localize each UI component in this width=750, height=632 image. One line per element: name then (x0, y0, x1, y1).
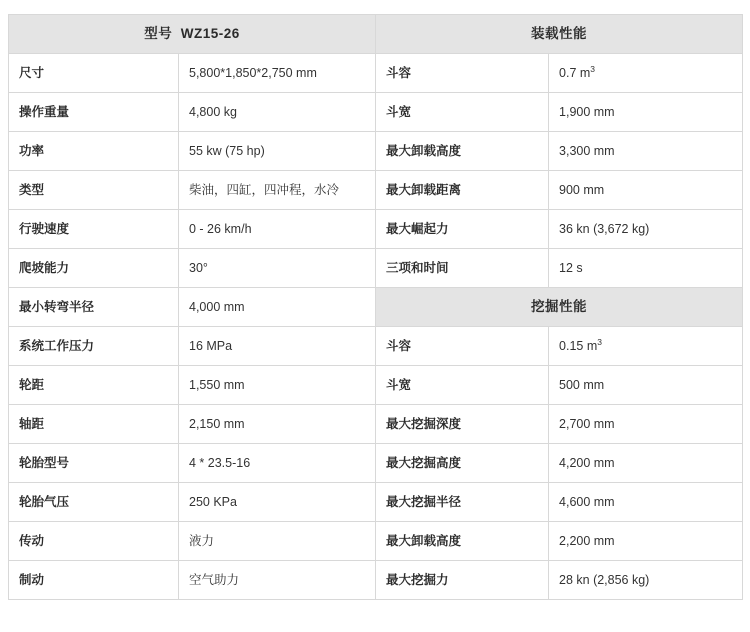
row-value-text: 2,700 mm (559, 417, 615, 432)
row-value: 液力 (179, 522, 376, 561)
table-row (9, 561, 743, 600)
table-row (9, 171, 743, 210)
row-value: 30° (179, 249, 376, 288)
row-value (549, 366, 743, 405)
table-row (9, 522, 743, 561)
row-label: 斗容 (376, 54, 549, 93)
row-label: 尺寸 (9, 54, 179, 93)
row-value: 2,150 mm (179, 405, 376, 444)
row-label: 斗宽 (376, 366, 549, 405)
row-value-superscript: 3 (590, 64, 596, 75)
row-value (549, 522, 743, 561)
row-value: 55 kw (75 hp) (179, 132, 376, 171)
row-label: 类型 (9, 171, 179, 210)
row-value-text: 4,600 mm (559, 495, 615, 510)
row-value (549, 132, 743, 171)
table-row (9, 288, 743, 327)
digging-performance-header-cell: 挖掘性能 (376, 288, 743, 327)
row-value: 0 - 26 km/h (179, 210, 376, 249)
table-row (9, 483, 743, 522)
row-value: 4,800 kg (179, 93, 376, 132)
row-label: 最大崛起力 (376, 210, 549, 249)
row-label: 制动 (9, 561, 179, 600)
row-label: 操作重量 (9, 93, 179, 132)
row-value: 空气助力 (179, 561, 376, 600)
row-label: 最大挖掘半径 (376, 483, 549, 522)
row-value: 4 * 23.5-16 (179, 444, 376, 483)
table-row (9, 210, 743, 249)
row-label: 轴距 (9, 405, 179, 444)
table-row (9, 93, 743, 132)
row-label: 最大卸载距离 (376, 171, 549, 210)
table-row (9, 54, 743, 93)
row-label: 斗容 (376, 327, 549, 366)
row-value (549, 171, 743, 210)
row-label: 最大挖掘高度 (376, 444, 549, 483)
table-row (9, 132, 743, 171)
loading-performance-header-cell: 装载性能 (376, 15, 743, 54)
model-value: WZ15-26 (180, 26, 240, 42)
row-label: 功率 (9, 132, 179, 171)
row-label: 斗宽 (376, 93, 549, 132)
row-label: 轮距 (9, 366, 179, 405)
row-value (549, 483, 743, 522)
row-value-text: 900 mm (559, 183, 605, 198)
row-value (549, 327, 743, 366)
row-value: 柴油，四缸，四冲程，水冷 (179, 171, 376, 210)
row-value: 250 KPa (179, 483, 376, 522)
row-label: 三项和时间 (376, 249, 549, 288)
row-value (549, 561, 743, 600)
row-label: 轮胎气压 (9, 483, 179, 522)
row-value-superscript: 3 (597, 337, 602, 348)
row-value-text: 0.15 m (559, 339, 598, 354)
row-value (549, 210, 743, 249)
model-header-cell (9, 15, 376, 54)
row-value: 1,550 mm (179, 366, 376, 405)
row-label: 最大卸载高度 (376, 522, 549, 561)
table-row (9, 249, 743, 288)
row-value: 5,800*1,850*2,750 mm (179, 54, 376, 93)
row-value (549, 444, 743, 483)
row-label: 传动 (9, 522, 179, 561)
row-label: 最大挖掘深度 (376, 405, 549, 444)
model-label: 型号 (144, 26, 173, 42)
table-row (9, 366, 743, 405)
row-value (549, 54, 743, 93)
row-label: 最大卸载高度 (376, 132, 549, 171)
row-value-text: 28 kn (2,856 kg) (559, 573, 650, 588)
table-row (9, 444, 743, 483)
row-label: 行驶速度 (9, 210, 179, 249)
row-value (549, 405, 743, 444)
row-value: 4,000 mm (179, 288, 376, 327)
row-value (549, 93, 743, 132)
table-header-row (9, 15, 743, 54)
row-value (549, 249, 743, 288)
specification-table (8, 14, 743, 600)
row-value-text: 0.7 m (559, 66, 591, 81)
row-value-text: 12 s (559, 261, 583, 276)
row-value-text: 3,300 mm (559, 144, 615, 159)
row-label: 轮胎型号 (9, 444, 179, 483)
row-value-text: 4,200 mm (559, 456, 615, 471)
row-value-text: 500 mm (559, 378, 605, 393)
row-label: 最小转弯半径 (9, 288, 179, 327)
row-value-text: 36 kn (3,672 kg) (559, 222, 650, 237)
row-label: 爬坡能力 (9, 249, 179, 288)
row-label: 最大挖掘力 (376, 561, 549, 600)
table-row (9, 327, 743, 366)
table-row (9, 405, 743, 444)
row-value: 16 MPa (179, 327, 376, 366)
row-value-text: 2,200 mm (559, 534, 615, 549)
row-label: 系统工作压力 (9, 327, 179, 366)
row-value-text: 1,900 mm (559, 105, 615, 120)
